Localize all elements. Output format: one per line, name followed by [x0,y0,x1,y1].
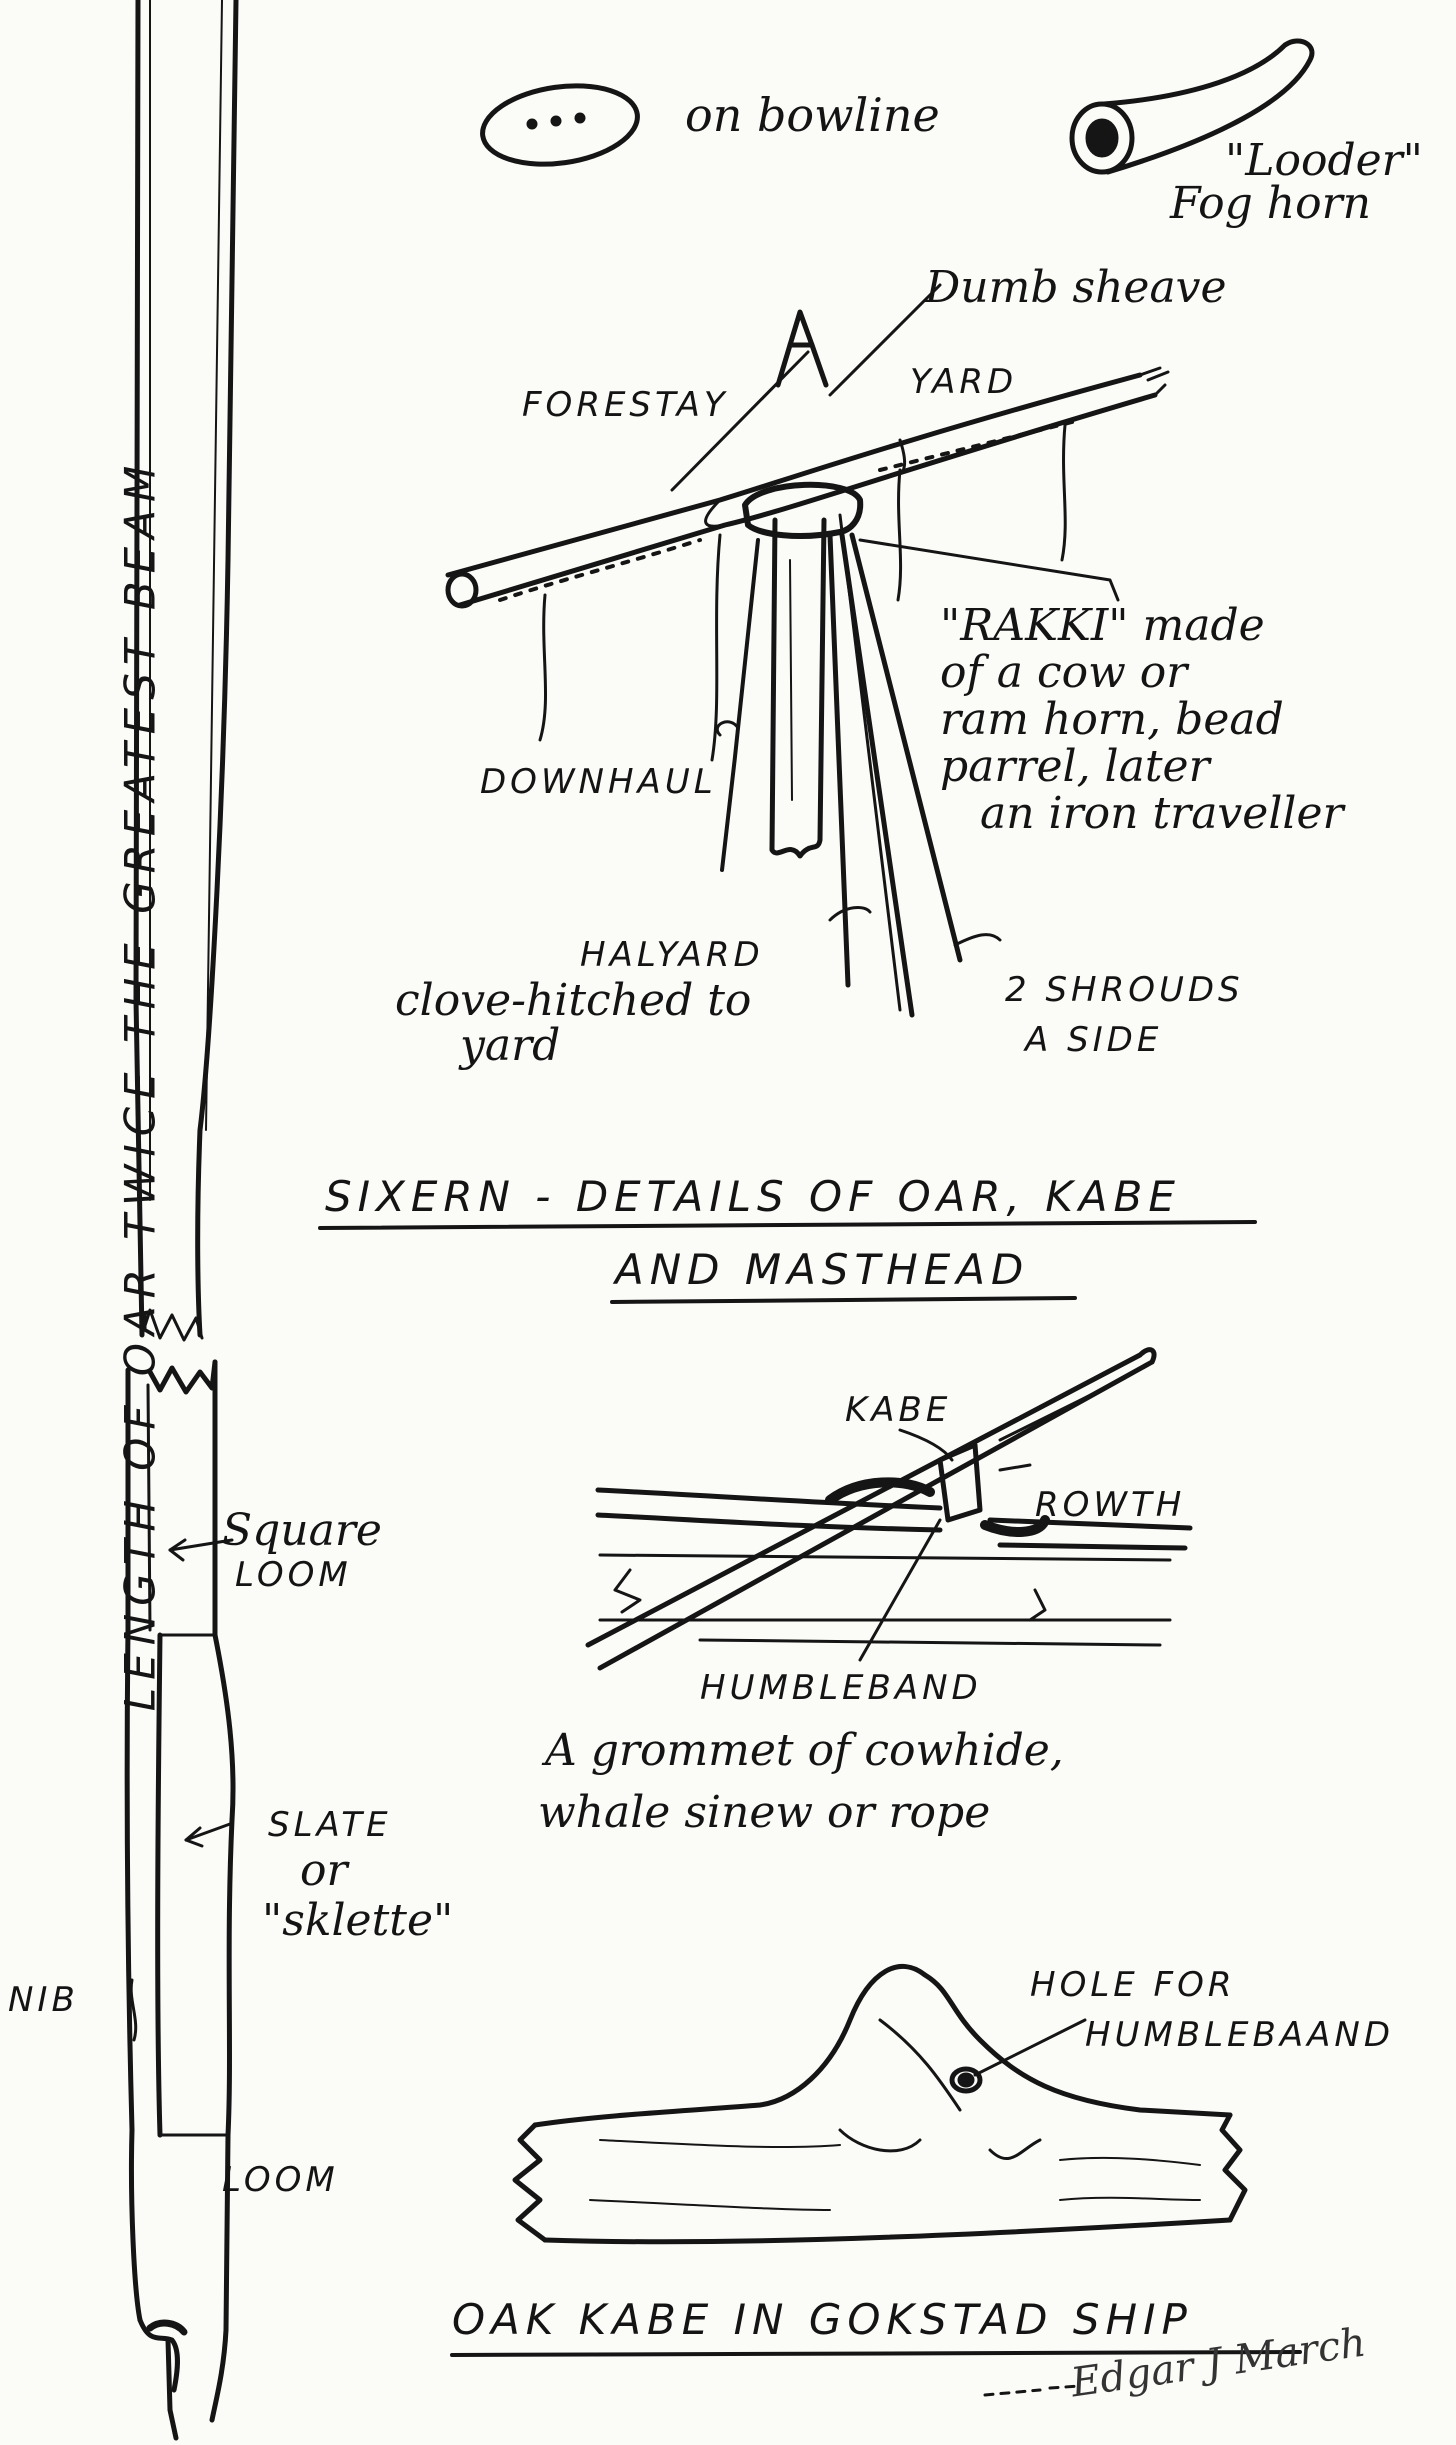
rakki-line-2: of a cow or [940,647,1188,698]
figure-title-line-2: AND MASTHEAD [615,1245,1030,1294]
grommet-note-line-2: whale sinew or rope [538,1787,991,1838]
humbleband-label: HUMBLEBAND [700,1668,982,1708]
signature: Edgar J March [1068,2319,1369,2407]
loom-label: LOOM [222,2160,339,2200]
fog-horn-quote: "Looder" [1225,135,1423,186]
toggle-sketch [477,77,642,174]
forestay-label: FORESTAY [522,385,729,425]
fog-horn-label: Fog horn [1170,178,1371,229]
nib-label: NIB [8,1980,79,2020]
toggle-label: on bowline [685,88,940,142]
figure-title-line-1: SIXERN - DETAILS OF OAR, KABE [325,1172,1181,1221]
rakki-note [940,600,1344,839]
halyard-note-line-3: yard [460,1020,561,1071]
rakki-line-1: "RAKKI" made [940,600,1265,651]
halyard-note-line-2: clove-hitched to [395,975,752,1026]
square-loom-label-line-2: LOOM [235,1555,352,1595]
square-loom-label: Square [222,1505,382,1556]
sklette-label: "sklette" [262,1895,454,1946]
yard-label: YARD [910,362,1018,402]
oak-kabe-title: OAK KABE IN GOKSTAD SHIP [452,2295,1193,2344]
rakki-line-4: parrel, later [940,741,1210,792]
shrouds-label-line-2: A SIDE [1025,1020,1163,1060]
hole-label-line-2: HUMBLEBAAND [1085,2015,1394,2055]
grommet-note-line-1: A grommet of cowhide, [545,1725,1064,1776]
hole-label: HOLE FOR [1030,1965,1236,2005]
rakki-line-5: an iron traveller [980,788,1344,839]
rakki-line-3: ram horn, bead [940,694,1284,745]
oak-kabe-sketch [515,1966,1245,2241]
slate-label: SLATE [268,1805,392,1845]
slate-or: or [300,1845,348,1896]
kabe-label: KABE [845,1390,952,1430]
rowth-label: ROWTH [1035,1485,1186,1525]
shrouds-label: 2 SHROUDS [1005,970,1244,1010]
halyard-label: HALYARD [580,935,764,975]
oar-length-note: LENGTH OF OAR TWICE THE GREATEST BEAM [115,457,165,1712]
downhaul-label: DOWNHAUL [480,762,717,802]
dumb-sheave-label: Dumb sheave [925,262,1227,313]
